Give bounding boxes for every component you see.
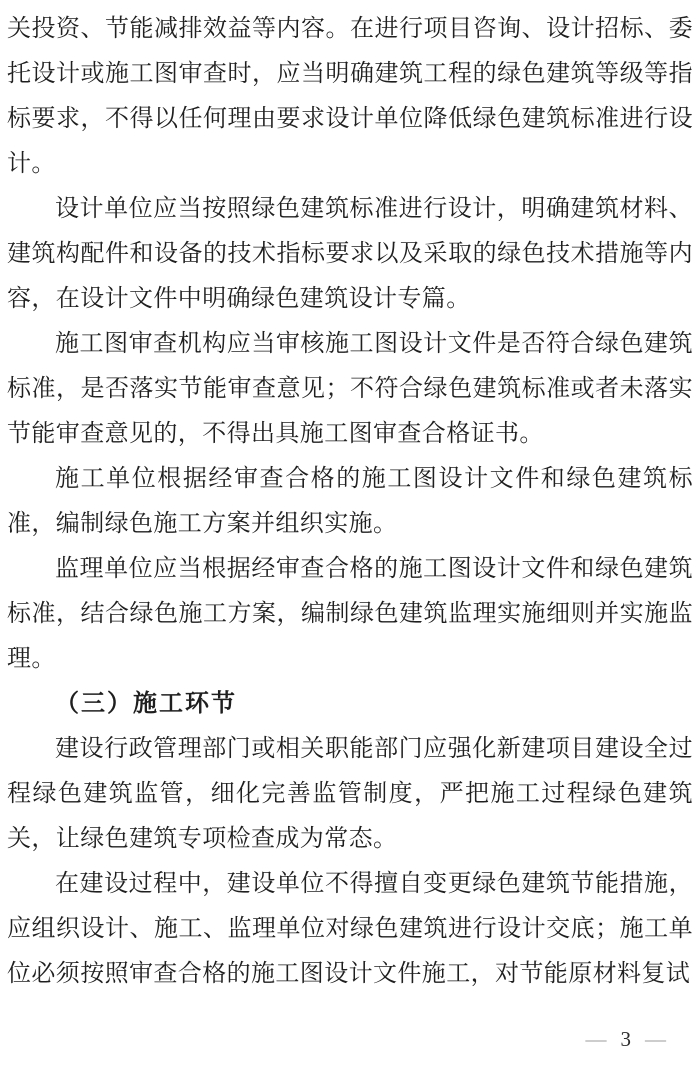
- paragraph-continued: 关投资、节能减排效益等内容。在进行项目咨询、设计招标、委托设计或施工图审查时，应当明确建筑工程的绿色建筑等级等指标要求，不得以任何理由要求设计单位降低绿色建筑标准进行设计。: [7, 16, 693, 177]
- paragraph: 建设行政管理部门或相关职能部门应强化新建项目建设全过程绿色建筑监管，细化完善监管制度，严把施工过程绿色建筑关，让绿色建筑专项检查成为常态。: [7, 736, 693, 852]
- paragraph: 施工单位根据经审查合格的施工图设计文件和绿色建筑标准，编制绿色施工方案并组织实施。: [7, 466, 693, 537]
- page-number: 3: [620, 1027, 631, 1051]
- paragraph: 监理单位应当根据经审查合格的施工图设计文件和绿色建筑标准，结合绿色施工方案，编制绿色建筑监理实施细则并实施监理。: [7, 556, 693, 672]
- footer-dash-right: —: [645, 1027, 666, 1051]
- footer-dash-left: —: [585, 1027, 607, 1051]
- paragraph: 施工图审查机构应当审核施工图设计文件是否符合绿色建筑标准，是否落实节能审查意见；不符合绿色建筑标准或者未落实节能审查意见的，不得出具施工图审查合格证书。: [7, 331, 693, 447]
- paragraph: 设计单位应当按照绿色建筑标准进行设计，明确建筑材料、建筑构配件和设备的技术指标要求以及采取的绿色技术措施等内容，在设计文件中明确绿色建筑设计专篇。: [7, 196, 693, 312]
- document-body: [7, 7, 693, 997]
- page-footer: [586, 1024, 667, 1054]
- section-heading: （三）施工环节: [55, 691, 237, 717]
- paragraph: 在建设过程中，建设单位不得擅自变更绿色建筑节能措施，应组织设计、施工、监理单位对绿色建筑进行设计交底；施工单位必须按照审查合格的施工图设计文件施工，对节能原材料复试: [7, 871, 693, 987]
